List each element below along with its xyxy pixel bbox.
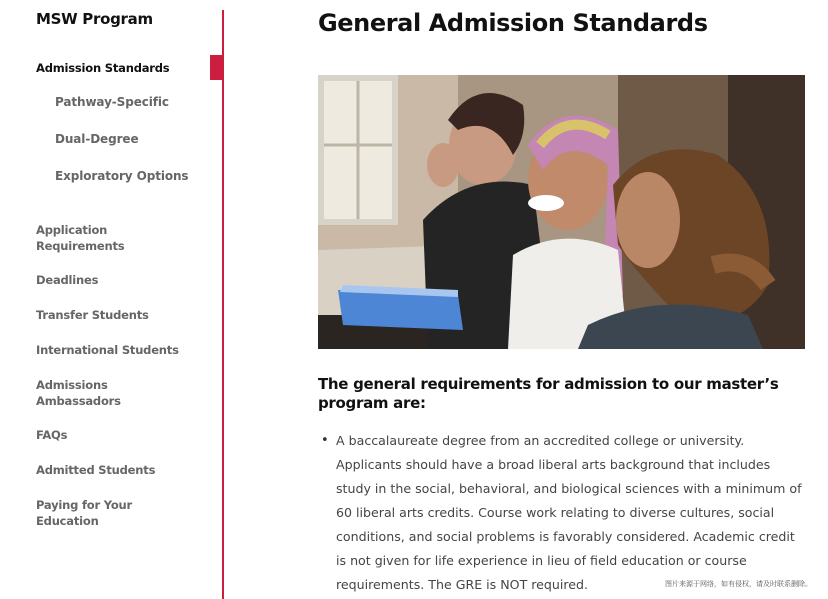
list-item [318,429,808,597]
requirements-intro-heading: The general requirements for admission to our master’s program are: [318,375,779,412]
active-item-marker [210,55,223,80]
sidebar-item-deadlines[interactable]: Deadlines [36,273,99,287]
sidebar-item-pathway-specific[interactable]: Pathway-Specific [55,95,169,109]
sidebar-item-admission-standards[interactable]: Admission Standards [36,61,170,75]
requirements-list [318,429,808,597]
sidebar-item-exploratory-options[interactable]: Exploratory Options [55,169,189,183]
sidebar-item-paying-for-education[interactable]: Paying for Your Education [36,498,132,528]
sidebar-item-application-requirements[interactable]: Application Requirements [36,223,125,253]
sidebar-item-admitted-students[interactable]: Admitted Students [36,463,156,477]
sidebar-title[interactable]: MSW Program [36,10,153,28]
page-title: General Admission Standards [318,9,708,37]
sidebar-item-international-students[interactable]: International Students [36,343,179,357]
sidebar-item-transfer-students[interactable]: Transfer Students [36,308,149,322]
sidebar-nav [0,0,224,599]
requirement-text: A baccalaureate degree from an accredited college or university. Applicants should have a broad liberal arts background that includes study in the social, behavioral, and biological sciences with a minimum of 60 liberal arts credits. Course work relating to diverse cultures, social conditions, and social problems is favorably considered. Academic credit is not given for life experience in lieu of field education or course requirements. The GRE is NOT required. [336,433,802,592]
sidebar-item-admissions-ambassadors[interactable]: Admissions Ambassadors [36,378,121,408]
sidebar-divider [222,10,224,599]
students-classroom-photo [318,75,805,349]
sidebar-item-dual-degree[interactable]: Dual-Degree [55,132,139,146]
watermark-text: 图片来源于网络，如有侵权，请及时联系删除。 [665,580,812,588]
sidebar-item-faqs[interactable]: FAQs [36,428,68,442]
bullet-icon: • [321,433,329,448]
